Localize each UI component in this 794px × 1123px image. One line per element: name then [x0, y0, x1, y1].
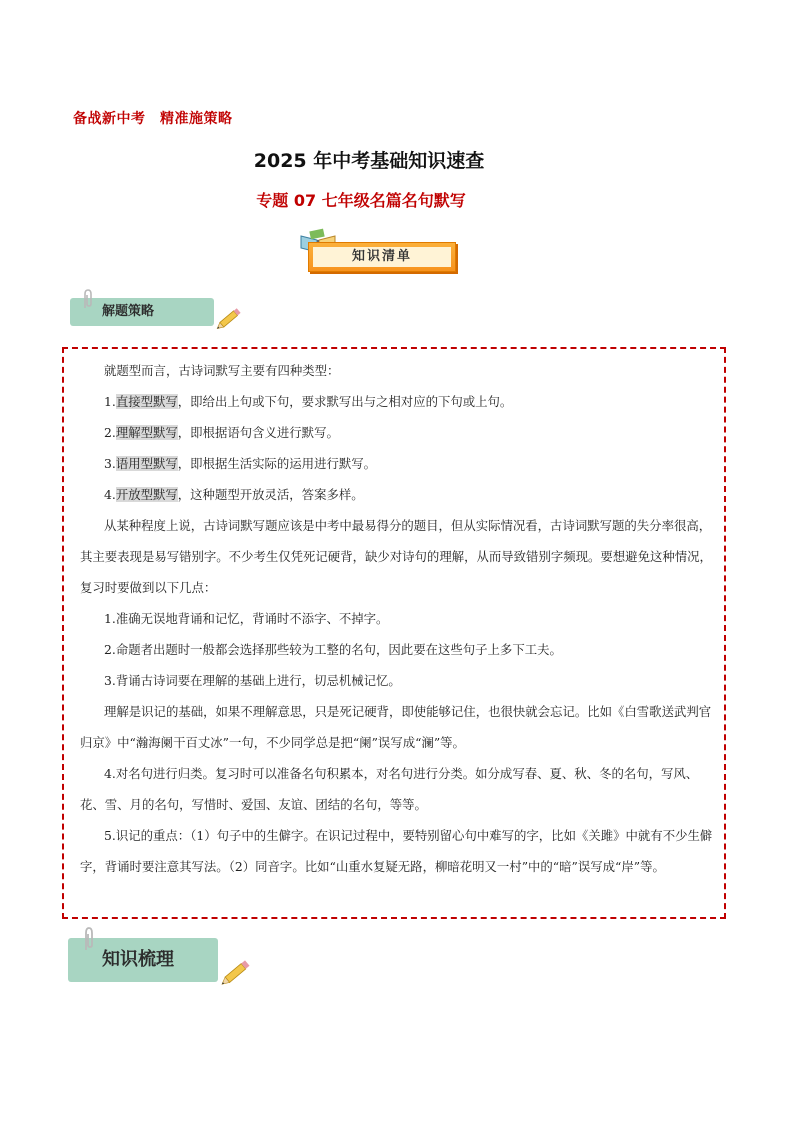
header-tag: 备战新中考 精准施策略	[73, 111, 233, 127]
type-name: 开放型默写	[115, 487, 178, 502]
point-1: 1.准确无误地背诵和记忆，背诵时不添字、不掉字。	[104, 611, 389, 626]
type-number: 3.	[104, 456, 116, 471]
type-desc: ，即根据生活实际的运用进行默写。	[177, 456, 377, 471]
list-item	[80, 386, 720, 417]
page-title: 2025 年中考基础知识速查	[253, 150, 485, 172]
type-desc: ，这种题型开放灵活，答案多样。	[177, 487, 364, 502]
type-number: 1.	[104, 394, 116, 409]
point-5: 5.识记的重点：（1）句子中的生僻字。在识记过程中，要特别留心句中难写的字，比如《关雎》中就有不少生僻字，背诵时要注意其写法。（2）同音字。比如“山重水复疑无路，柳暗花明又一村”中的“暗”误写成“岸”等。	[80, 828, 713, 874]
understand-paragraph: 理解是识记的基础，如果不理解意思，只是死记硬背，即使能够记住，也很快就会忘记。比如《白雪歌送武判官归京》中“瀚海阑干百丈冰”一句，不少同学总是把“阑”误写成“澜”等。	[80, 704, 712, 750]
list-item	[80, 417, 720, 448]
type-number: 2.	[104, 425, 116, 440]
type-desc: ，即给出上句或下句，要求默写出与之相对应的下句或上句。	[177, 394, 513, 409]
type-desc: ，即根据语句含义进行默写。	[177, 425, 339, 440]
point-3: 3.背诵古诗词要在理解的基础上进行，切忌机械记忆。	[104, 673, 401, 688]
point-4: 4.对名句进行归类。复习时可以准备名句积累本，对名句进行分类。如分成写春、夏、秋、冬的名句，写风、花、雪、月的名句，写惜时、爱国、友谊、团结的名句，等等。	[80, 766, 699, 812]
type-name: 理解型默写	[115, 425, 178, 440]
paperclip-icon	[80, 926, 98, 952]
type-number: 4.	[104, 487, 116, 502]
strategy-label-text: 解题策略	[70, 298, 214, 326]
point-2: 2.命题者出题时一般都会选择那些较为工整的名句，因此要在这些句子上多下工夫。	[104, 642, 562, 657]
list-item	[80, 448, 720, 479]
type-name: 语用型默写	[115, 456, 178, 471]
page-subtitle: 专题 07 七年级名篇名句默写	[256, 191, 466, 210]
pencil-icon	[220, 954, 254, 988]
combing-label-text: 知识梳理	[68, 938, 218, 982]
pencil-icon	[216, 302, 246, 332]
degree-paragraph: 从某种程度上说，古诗词默写题应该是中考中最易得分的题目，但从实际情况看，古诗词默写题的失分率很高，其主要表现是易写错别字。不少考生仅凭死记硬背，缺少对诗句的理解，从而导致错别字频现。要想避免这种情况，复习时要做到以下几点：	[80, 518, 712, 595]
intro-text: 就题型而言，古诗词默写主要有四种类型：	[104, 363, 340, 378]
list-item	[80, 479, 720, 510]
strategy-content	[80, 355, 720, 882]
type-name: 直接型默写	[115, 394, 178, 409]
strategy-section-label	[70, 294, 250, 338]
combing-section-label	[68, 930, 258, 992]
knowledge-list-banner	[298, 228, 462, 274]
paperclip-icon	[80, 288, 96, 310]
banner-label: 知识清单	[313, 247, 451, 267]
